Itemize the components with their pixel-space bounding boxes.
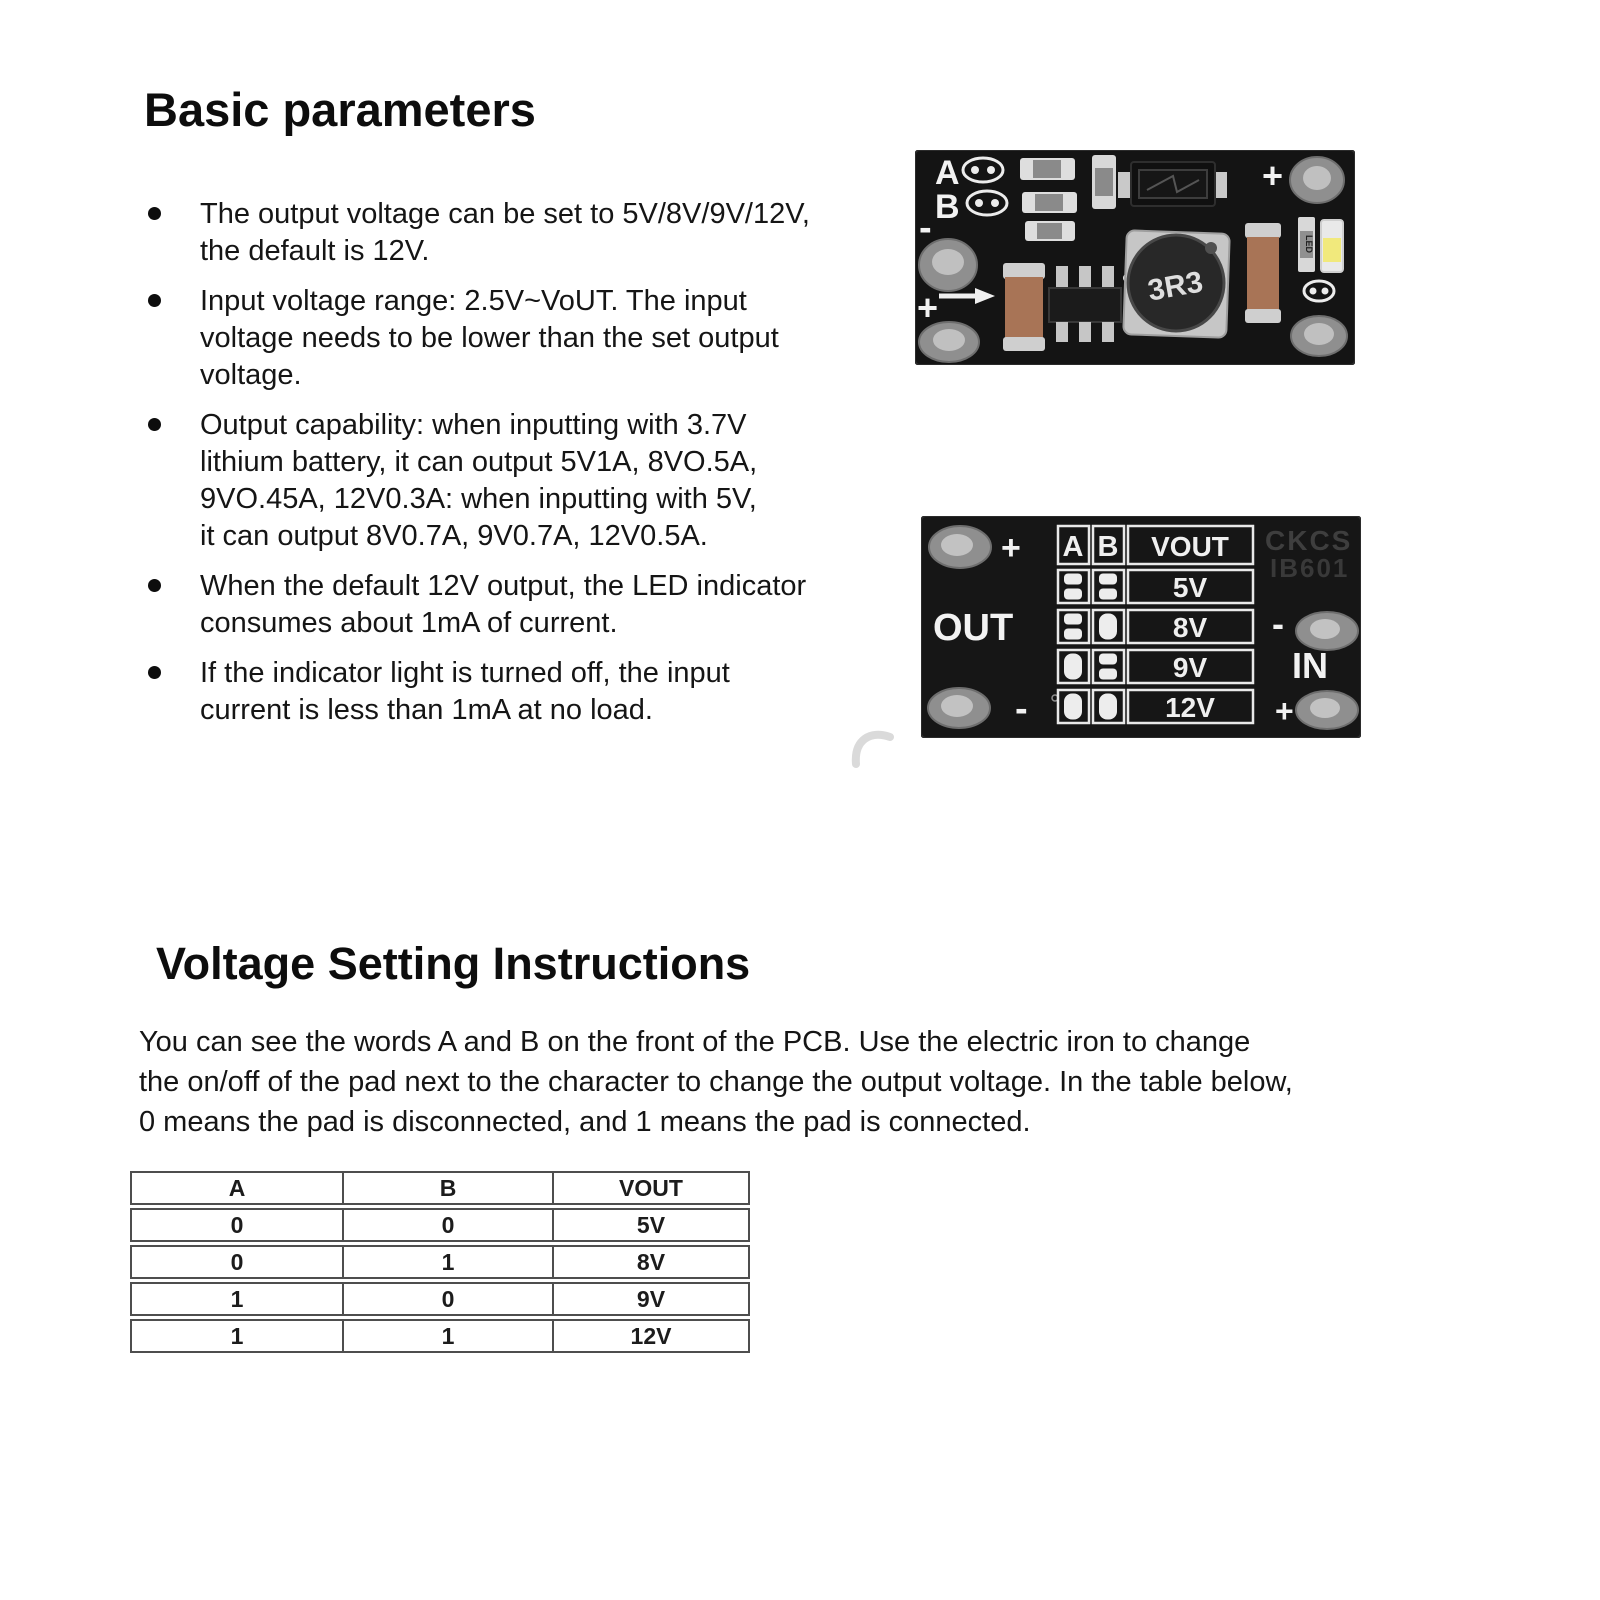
input-plus-label: + (917, 287, 939, 328)
bullet-text (200, 407, 757, 555)
out-plus-label: + (1001, 529, 1021, 567)
voltage-setting-title: Voltage Setting Instructions (156, 938, 751, 989)
voltage-table-cell: 5V (636, 1212, 666, 1238)
bullet-line: If the indicator light is turned off, the input (200, 657, 730, 689)
bullet-line: current is less than 1mA at no load. (200, 694, 653, 726)
vout-option: 12V (1165, 692, 1215, 723)
bullet-text (200, 655, 730, 729)
select-pad-a-12v (1064, 694, 1082, 720)
vout-option: 5V (1172, 572, 1208, 603)
output-plus-label: + (1262, 155, 1284, 196)
col-header-vout: VOUT (1151, 531, 1229, 562)
voltage-table-cell: 1 (344, 1321, 554, 1351)
bullet-line: the default is 12V. (200, 235, 430, 267)
bullet-icon (148, 579, 161, 592)
capacitor (1003, 263, 1045, 351)
capacitor (1245, 223, 1281, 323)
voltage-table-row (130, 1208, 750, 1242)
bullet-line: it can output 8V0.7A, 9V0.7A, 12V0.5A. (200, 520, 708, 552)
bullet-icon (148, 418, 161, 431)
in-plus-label: + (1275, 693, 1294, 729)
voltage-table-cell: 0 (132, 1210, 344, 1240)
voltage-table-cell: 1 (132, 1321, 344, 1351)
watermark-artifact (850, 728, 900, 776)
bullet-list (146, 196, 939, 742)
jumper-b-label: B (935, 188, 960, 226)
bullet-line: voltage. (200, 359, 302, 391)
jumper-a-label: A (935, 154, 960, 192)
voltage-table-header-cell: B (344, 1173, 554, 1203)
bullet-line: When the default 12V output, the LED indicator (200, 570, 807, 602)
voltage-table-row (130, 1319, 750, 1353)
voltage-table-cell: 1 (344, 1247, 554, 1277)
voltage-table-row (130, 1245, 750, 1279)
paragraph-line: the on/off of the pad next to the character to change the output voltage. In the table below, (139, 1066, 1293, 1098)
led-resistor (1298, 217, 1315, 272)
voltage-table-cell: 0 (132, 1247, 344, 1277)
out-minus-label: - (1015, 688, 1028, 730)
voltage-setting-paragraph (139, 1022, 1293, 1142)
voltage-table-cell: 0 (344, 1284, 554, 1314)
select-pad-b-8v (1099, 614, 1117, 640)
bullet-item (146, 655, 936, 729)
silkscreen-id-line2: IB601 (1270, 553, 1350, 583)
bullet-icon (148, 207, 161, 220)
bullet-line: lithium battery, it can output 5V1A, 8VO.5A, (200, 446, 758, 478)
pcb-back-photo (921, 516, 1361, 738)
paragraph-line: You can see the words A and B on the front of the PCB. Use the electric iron to change (139, 1026, 1251, 1058)
bullet-line: consumes about 1mA of current. (200, 607, 618, 639)
paragraph-line: 0 means the pad is disconnected, and 1 means the pad is connected. (139, 1106, 1031, 1138)
voltage-table-cell: 8V (636, 1249, 666, 1275)
bullet-line: voltage needs to be lower than the set output (200, 322, 779, 354)
voltage-table-cell: 9V (636, 1286, 666, 1312)
bullet-line: The output voltage can be set to 5V/8V/9V/12V, (200, 198, 810, 230)
diode (1118, 162, 1227, 206)
voltage-table-header-cell: A (132, 1173, 344, 1203)
silkscreen-id-line1: CKCS (1265, 525, 1353, 556)
bullet-text (200, 568, 806, 642)
inductor (1123, 230, 1230, 338)
smd-ic (1049, 266, 1121, 342)
vout-option: 9V (1172, 652, 1208, 683)
select-pad-a-9v (1064, 654, 1082, 680)
bullet-text (200, 196, 810, 270)
led-resistor-marking: LED (1304, 235, 1314, 253)
inductor-marking: 3R3 (1145, 265, 1206, 308)
voltage-table-row (130, 1282, 750, 1316)
bullet-icon (148, 666, 161, 679)
bullet-text (200, 283, 779, 394)
voltage-table-cell: 0 (344, 1210, 554, 1240)
bullet-line: 9VO.45A, 12V0.3A: when inputting with 5V, (200, 483, 757, 515)
bullet-item (146, 283, 939, 394)
in-label: IN (1292, 645, 1328, 686)
voltage-table-header-row (130, 1171, 750, 1205)
input-minus-label: - (919, 207, 932, 249)
led (1321, 220, 1343, 272)
bullet-item (146, 196, 936, 270)
bullet-item (146, 407, 936, 555)
bullet-item (146, 568, 936, 642)
select-pad-b-12v (1099, 694, 1117, 720)
voltage-table-cell: 12V (630, 1323, 672, 1349)
bullet-line: Output capability: when inputting with 3.7V (200, 409, 747, 441)
in-minus-label: - (1272, 603, 1284, 644)
pcb-front-photo (915, 150, 1355, 365)
vout-option: 8V (1172, 612, 1208, 643)
bullet-icon (148, 294, 161, 307)
voltage-table-header-cell: VOUT (619, 1175, 683, 1201)
bullet-line: Input voltage range: 2.5V~VoUT. The input (200, 285, 747, 317)
col-header-b: B (1097, 531, 1119, 563)
basic-parameters-title: Basic parameters (144, 83, 536, 136)
voltage-table-cell: 1 (132, 1284, 344, 1314)
out-label: OUT (933, 607, 1014, 649)
voltage-table (130, 1171, 750, 1353)
col-header-a: A (1062, 531, 1084, 563)
